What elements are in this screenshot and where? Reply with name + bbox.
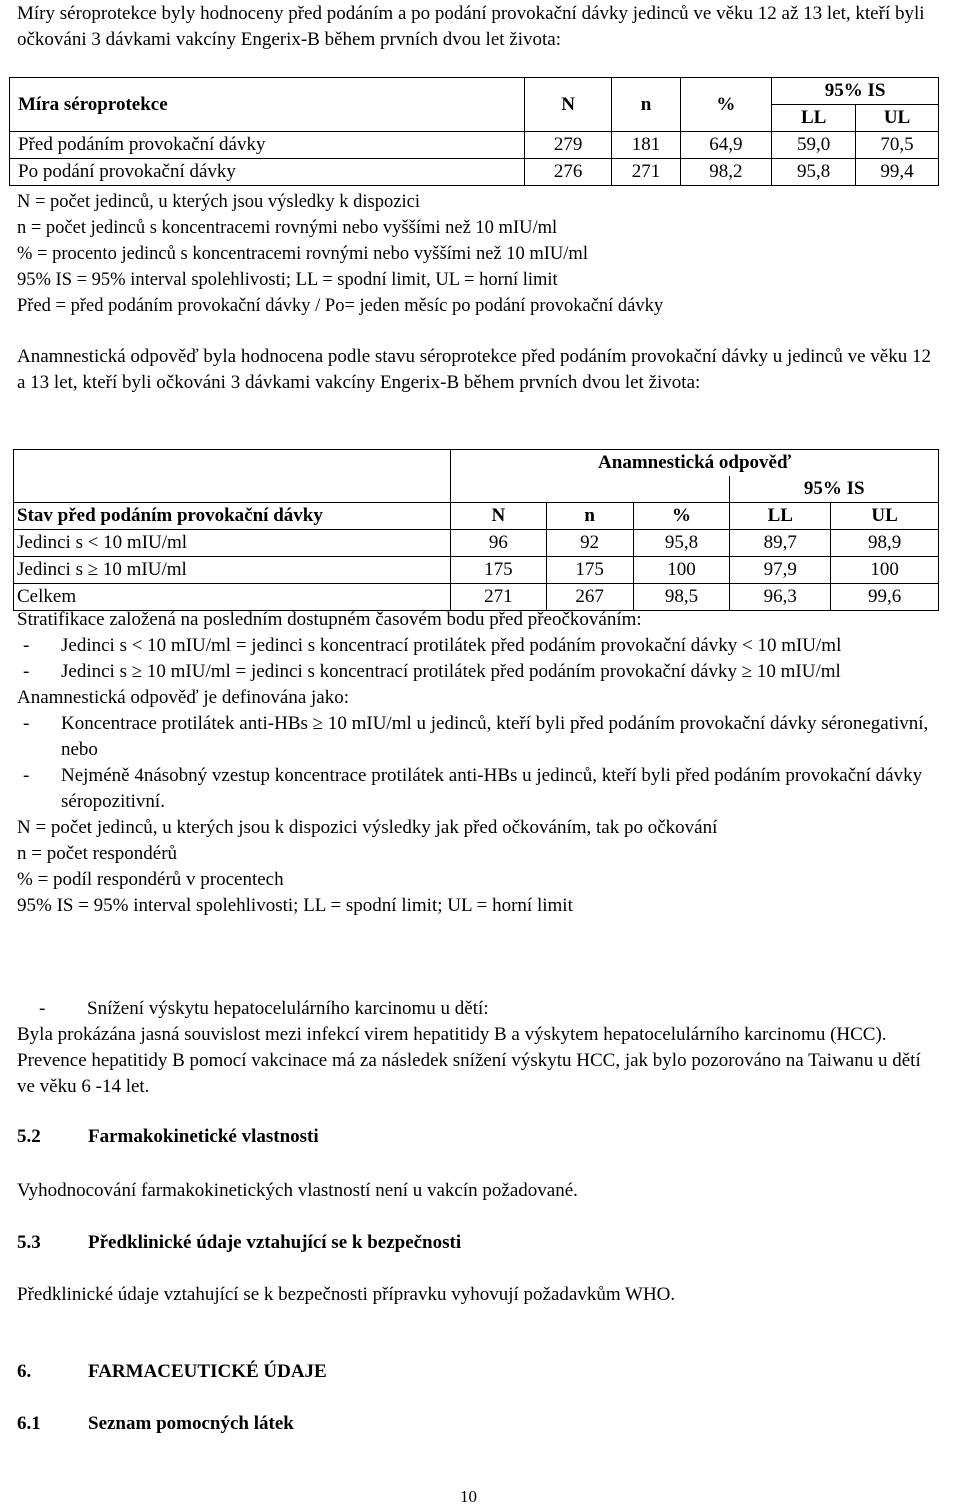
page-number: 10 (460, 1487, 477, 1506)
table-cell: 271 (612, 159, 680, 186)
table-cell: 98,5 (633, 584, 730, 611)
table-cell: 271 (450, 584, 546, 611)
header-cell: Stav před podáním provokační dávky (14, 503, 451, 530)
header-cell: n (546, 503, 633, 530)
table-cell: 100 (831, 557, 939, 584)
list-item-text: Nejméně 4násobný vzestup koncentrace protilátek anti-HBs u jedinců, kteří byli před podáním provokační dávky séropozitivní. (61, 765, 923, 812)
dash-bullet: - (23, 661, 30, 682)
table-cell: Jedinci s < 10 mIU/ml (14, 530, 451, 557)
header-cell: LL (772, 105, 856, 132)
table-header-row (14, 503, 939, 530)
section-text: Předklinické údaje vztahující se k bezpečnosti přípravku vyhovují požadavkům WHO. (17, 1284, 676, 1305)
table-cell: 96,3 (730, 584, 831, 611)
table-cell: 92 (546, 530, 633, 557)
table-cell: 96 (450, 530, 546, 557)
section-title: FARMACEUTICKÉ ÚDAJE (88, 1361, 327, 1382)
dash-bullet: - (39, 998, 46, 1019)
header-cell: LL (730, 503, 831, 530)
empty-cell (14, 450, 451, 503)
header-cell: % (633, 503, 730, 530)
section-number: 6.1 (17, 1413, 41, 1434)
table-group-header-row (14, 450, 939, 477)
list-item (17, 711, 943, 763)
stratification-section (17, 607, 943, 919)
hcc-title: Snížení výskytu hepatocelulárního karcinomu u dětí: (87, 998, 489, 1019)
table-cell: Celkem (14, 584, 451, 611)
header-cell: N (524, 78, 612, 132)
table-cell: 70,5 (856, 132, 939, 159)
table-cell: 175 (546, 557, 633, 584)
table-cell: 100 (633, 557, 730, 584)
section-heading (17, 1361, 327, 1383)
section-heading (17, 1413, 294, 1435)
table-cell: 97,9 (730, 557, 831, 584)
legend-line: N = počet jedinců, u kterých jsou k dispozici výsledky jak před očkováním, tak po očkování (17, 817, 718, 838)
hcc-section (17, 996, 943, 1100)
table-cell: 99,6 (831, 584, 939, 611)
table-row (14, 557, 939, 584)
header-cell: n (612, 78, 680, 132)
section-heading (17, 1126, 319, 1148)
empty-cell (450, 476, 729, 503)
table-cell: 99,4 (856, 159, 939, 186)
table-cell: 95,8 (772, 159, 856, 186)
legend-line: N = počet jedinců, u kterých jsou výsledky k dispozici (17, 192, 420, 212)
table-cell: 276 (524, 159, 612, 186)
section-heading (17, 1232, 461, 1254)
header-cell: % (680, 78, 772, 132)
list-item (17, 659, 943, 685)
table1-legend (17, 189, 943, 319)
table-cell: 279 (524, 132, 612, 159)
table-cell: Před podáním provokační dávky (10, 132, 525, 159)
legend-line: % = procento jedinců s koncentracemi rovnými nebo vyššími než 10 mIU/ml (17, 244, 588, 264)
section-text: Vyhodnocování farmakokinetických vlastností není u vakcín požadované. (17, 1180, 578, 1201)
table-cell: 89,7 (730, 530, 831, 557)
header-cell: UL (831, 503, 939, 530)
legend-line: n = počet jedinců s koncentracemi rovnými nebo vyššími než 10 mIU/ml (17, 218, 558, 238)
list-item (17, 633, 943, 659)
table-cell: 267 (546, 584, 633, 611)
definition-intro: Anamnestická odpověď je definována jako: (17, 687, 350, 708)
dash-bullet: - (23, 713, 30, 734)
list-item-text: Jedinci s < 10 mIU/ml = jedinci s koncentrací protilátek před podáním provokační dávky < 10 mIU/ml (61, 635, 842, 656)
hcc-text: Byla prokázána jasná souvislost mezi infekcí virem hepatitidy B a výskytem hepatocelulárního karcinomu (HCC). Prevence hepatitidy B pomocí vakcinace má za následek snížení výskytu HCC, jak bylo pozorováno na Taiwanu u dětí ve věku 6 -14 let. (17, 1024, 921, 1097)
section-title: Seznam pomocných látek (88, 1413, 294, 1434)
list-item-text: Jedinci s ≥ 10 mIU/ml = jedinci s koncentrací protilátek před podáním provokační dávky ≥ 10 mIU/ml (61, 661, 841, 682)
header-cell: 95% IS (730, 476, 939, 503)
legend-line: 95% IS = 95% interval spolehlivosti; LL = spodní limit, UL = horní limit (17, 270, 558, 290)
section-number: 5.3 (17, 1232, 41, 1253)
table-row (14, 530, 939, 557)
legend-line: % = podíl respondérů v procentech (17, 869, 284, 890)
dash-bullet: - (23, 765, 30, 786)
table-header-row (10, 78, 939, 105)
list-item (17, 996, 943, 1022)
section-title: Farmakokinetické vlastnosti (88, 1126, 319, 1147)
section-number: 6. (17, 1361, 32, 1382)
table-cell: 98,9 (831, 530, 939, 557)
table-cell: 95,8 (633, 530, 730, 557)
header-cell: 95% IS (772, 78, 939, 105)
table-cell: Jedinci s ≥ 10 mIU/ml (14, 557, 451, 584)
seroprotection-table (9, 77, 939, 186)
anamnestic-table (13, 449, 939, 611)
header-cell: UL (856, 105, 939, 132)
list-item-text: Koncentrace protilátek anti-HBs ≥ 10 mIU/ml u jedinců, kteří byli před podáním provokační dávky séronegativní, nebo (61, 713, 929, 760)
header-cell: Míra séroprotekce (10, 78, 525, 132)
table-cell: 175 (450, 557, 546, 584)
table-cell: 181 (612, 132, 680, 159)
table-cell: Po podání provokační dávky (10, 159, 525, 186)
section-title: Předklinické údaje vztahující se k bezpečnosti (88, 1232, 462, 1253)
intro-paragraph: Míry séroprotekce byly hodnoceny před podáním a po podání provokační dávky jedinců ve věku 12 až 13 let, kteří byli očkováni 3 dávkami vakcíny Engerix-B během prvních dvou let života: (17, 3, 925, 50)
table-row (10, 159, 939, 186)
table-cell: 59,0 (772, 132, 856, 159)
group-header-cell: Anamnestická odpověď (450, 450, 938, 477)
table-cell: 98,2 (680, 159, 772, 186)
section-number: 5.2 (17, 1126, 41, 1147)
header-cell: N (450, 503, 546, 530)
legend-line: 95% IS = 95% interval spolehlivosti; LL = spodní limit; UL = horní limit (17, 895, 573, 916)
stratification-intro: Stratifikace založená na posledním dostupném časovém bodu před přeočkováním: (17, 609, 642, 630)
legend-line: n = počet respondérů (17, 843, 178, 864)
legend-line: Před = před podáním provokační dávky / Po= jeden měsíc po podání provokační dávky (17, 296, 664, 316)
table-cell: 64,9 (680, 132, 772, 159)
dash-bullet: - (23, 635, 30, 656)
list-item (17, 763, 943, 815)
anamnestic-paragraph: Anamnestická odpověď byla hodnocena podle stavu séroprotekce před podáním provokační dávky u jedinců ve věku 12 a 13 let, kteří byli očkováni 3 dávkami vakcíny Engerix-B během prvních dvou let života: (17, 346, 931, 393)
table-row (10, 132, 939, 159)
